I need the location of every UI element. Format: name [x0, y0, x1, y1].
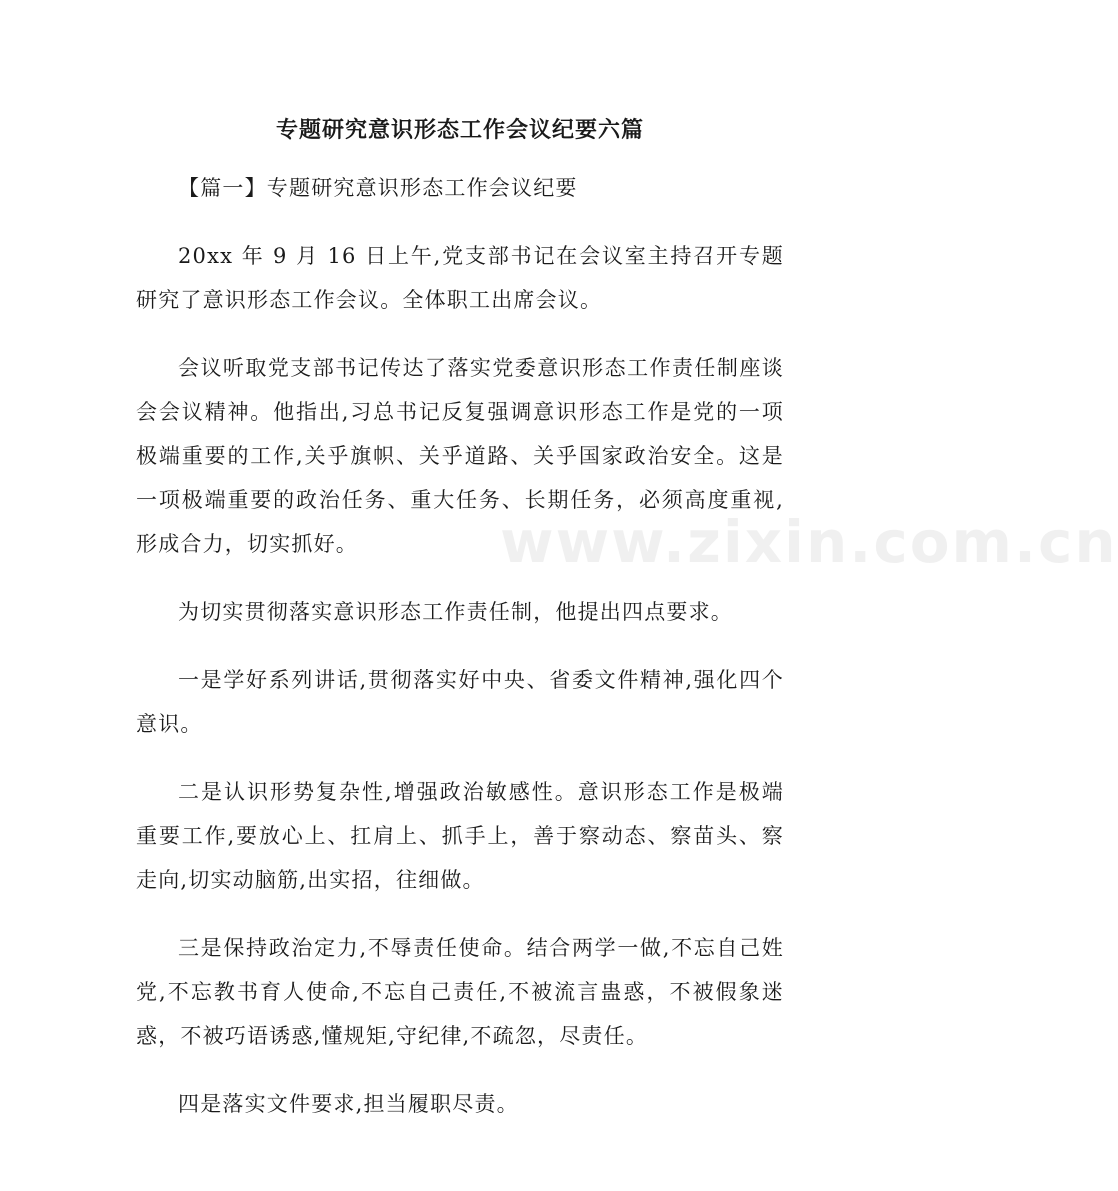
paragraph-four-requirements: 为切实贯彻落实意识形态工作责任制，他提出四点要求。	[178, 600, 733, 624]
paragraph-requirement-one: 一是学好系列讲话,贯彻落实好中央、省委文件精神,强化四个意识。	[136, 668, 784, 736]
paragraph-requirement-four: 四是落实文件要求,担当履职尽责。	[178, 1092, 519, 1116]
paragraph-requirement-two: 二是认识形势复杂性,增强政治敏感性。意识形态工作是极端重要工作,要放心上、扛肩上、抓手上，善于察动态、察苗头、察走向,切实动脑筋,出实招，往细做。	[136, 780, 784, 892]
paragraph-meeting-spirit: 会议听取党支部书记传达了落实党委意识形态工作责任制座谈会会议精神。他指出,习总书记反复强调意识形态工作是党的一项极端重要的工作,关乎旗帜、关乎道路、关乎国家政治安全。这是一项极端重要的政治任务、重大任务、长期任务，必须高度重视,形成合力，切实抓好。	[136, 356, 784, 556]
document-title: 专题研究意识形态工作会议纪要六篇	[275, 117, 644, 143]
paragraph-meeting-date: 20xx 年 9 月 16 日上午,党支部书记在会议室主持召开专题研究了意识形态工作会议。全体职工出席会议。	[136, 244, 784, 312]
section-heading: 【篇一】专题研究意识形态工作会议纪要	[178, 176, 578, 200]
paragraph-requirement-three: 三是保持政治定力,不辱责任使命。结合两学一做,不忘自己姓党,不忘教书育人使命,不忘自己责任,不被流言蛊惑，不被假象迷惑，不被巧语诱惑,懂规矩,守纪律,不疏忽，尽责任。	[136, 936, 784, 1048]
document-body	[136, 166, 784, 1150]
watermark-logo: www.zixin.com.cn	[500, 508, 1118, 576]
